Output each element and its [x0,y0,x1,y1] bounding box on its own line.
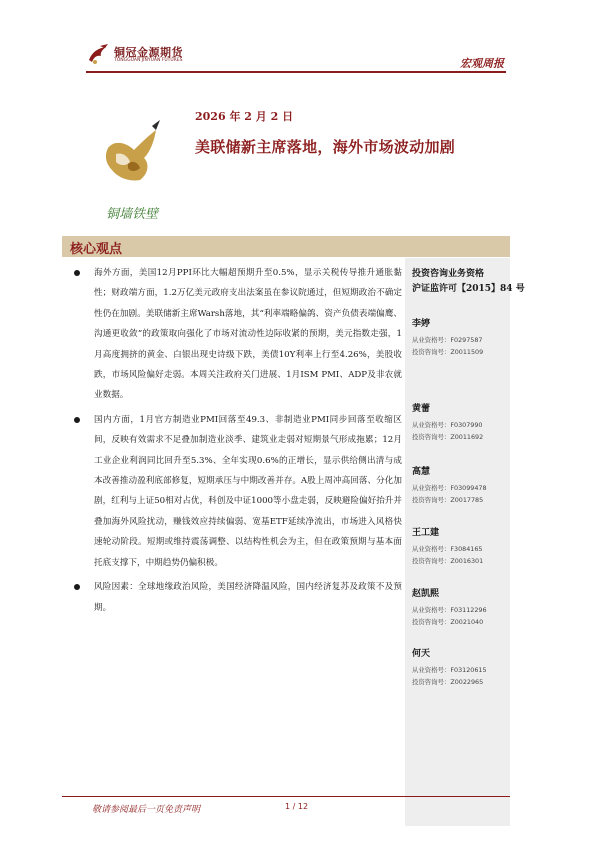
bullet-text: 海外方面，美国12月PPI环比大幅超预期升至0.5%，显示关税传导推升通胀黏性；财政端方面，1.2万亿美元政府支出法案虽在参议院通过，但短期政治不确定性仍在加剧。美联储新主席Warsh落地，其“利率端略偏鸽、资产负债表端偏鹰、沟通更收敛”的政策取向强化了市场对流动性边际收紧的预期，美元指数走强，1月高度拥挤的黄金、白银出现史诗级下跌，美债10Y利率上行至4.26%，美股收跌，市场风险偏好走弱。本周关注政府关门进展、1月ISM PMI、ADP及非农就业数据。 [94,268,402,401]
section-title: 核心观点 [70,242,123,257]
company-logo [86,42,206,68]
bullet-text: 风险因素：全球地缘政治风险，美国经济降温风险，国内经济复苏及政策不及预期。 [94,582,402,613]
license-line: 沪证监许可【2015】84 号 [412,284,525,294]
analyst-name: 何天 [412,649,431,659]
report-title: 美联储新主席落地，海外市场波动加剧 [195,138,456,156]
logo-english-name: TONGGUAN JINYUAN FUTURES [114,58,183,63]
analyst-consult: 投资咨询号：Z0022965 [412,677,484,686]
analyst-license: 从业资格号：F03112296 [412,606,487,614]
footer-divider [62,796,510,797]
section-bar [62,236,510,257]
analyst-license: 从业资格号：F0297587 [412,336,483,344]
bullet-dot-icon [74,417,80,423]
analyst-card [412,648,487,688]
analyst-name: 黄蕾 [412,404,431,414]
bullet-domestic [72,410,402,573]
analyst-consult: 投资咨询号：Z0021040 [412,617,484,626]
bullet-overseas [72,263,402,406]
analyst-name: 赵凯熙 [412,589,440,599]
header-divider [86,71,506,73]
analyst-card [412,588,487,628]
core-views [72,263,402,622]
analyst-name: 李婷 [412,319,431,329]
tiger-emblem-icon [100,118,180,228]
disclaimer-note: 敬请参阅最后一页免责声明 [92,805,201,815]
dragon-logo-icon [86,42,112,66]
analyst-consult: 投资咨询号：Z0017785 [412,495,484,504]
brand-slogan: 铜墙铁壁 [106,207,159,222]
bullet-dot-icon [74,584,80,590]
bullet-text: 国内方面，1月官方制造业PMI回落至49.3、非制造业PMI同步回落至收缩区间，反映有效需求不足叠加制造业淡季、建筑业走弱对短期景气形成拖累；12月工业企业利润同比回升至5.3%、全年实现0.6%的正增长，显示供给侧出清与成本改善推动盈利底部修复，短期承压与中期改善并存。A股上周冲高回落、分化加剧，红利与上证50相对占优，科创及中证1000等小盘走弱，反映避险偏好抬升并叠加海外风险扰动，赚钱效应持续偏弱、宽基ETF延续净流出，市场进入风格快速轮动阶段。短期或维持震荡调整、以结构性机会为主，但在政策预期与基本面托底支撑下，中期趋势仍偏积极。 [94,414,402,568]
analyst-card [412,403,483,443]
brand-illustration [100,118,180,228]
bullet-risk [72,577,402,618]
analyst-card [412,318,483,358]
logo-chinese-name: 铜冠金源期货 [114,46,183,59]
qualification-line: 投资咨询业务资格 [412,269,485,279]
analyst-consult: 投资咨询号：Z0016301 [412,556,484,565]
analyst-license: 从业资格号：F03099478 [412,484,487,492]
document-type: 宏观周报 [460,57,504,70]
analyst-consult: 投资咨询号：Z0011509 [412,347,484,356]
bullet-dot-icon [74,270,80,276]
analyst-card [412,466,487,506]
analyst-license: 从业资格号：F03120615 [412,666,487,674]
analyst-name: 高慧 [412,467,431,477]
analyst-card [412,527,483,567]
analyst-license: 从业资格号：F3084165 [412,545,483,553]
analyst-license: 从业资格号：F0307990 [412,421,483,429]
analyst-name: 王工建 [412,528,440,538]
report-date: 2026 年 2 月 2 日 [195,110,294,123]
analyst-consult: 投资咨询号：Z0011692 [412,432,484,441]
page-number: 1 / 12 [285,802,309,811]
